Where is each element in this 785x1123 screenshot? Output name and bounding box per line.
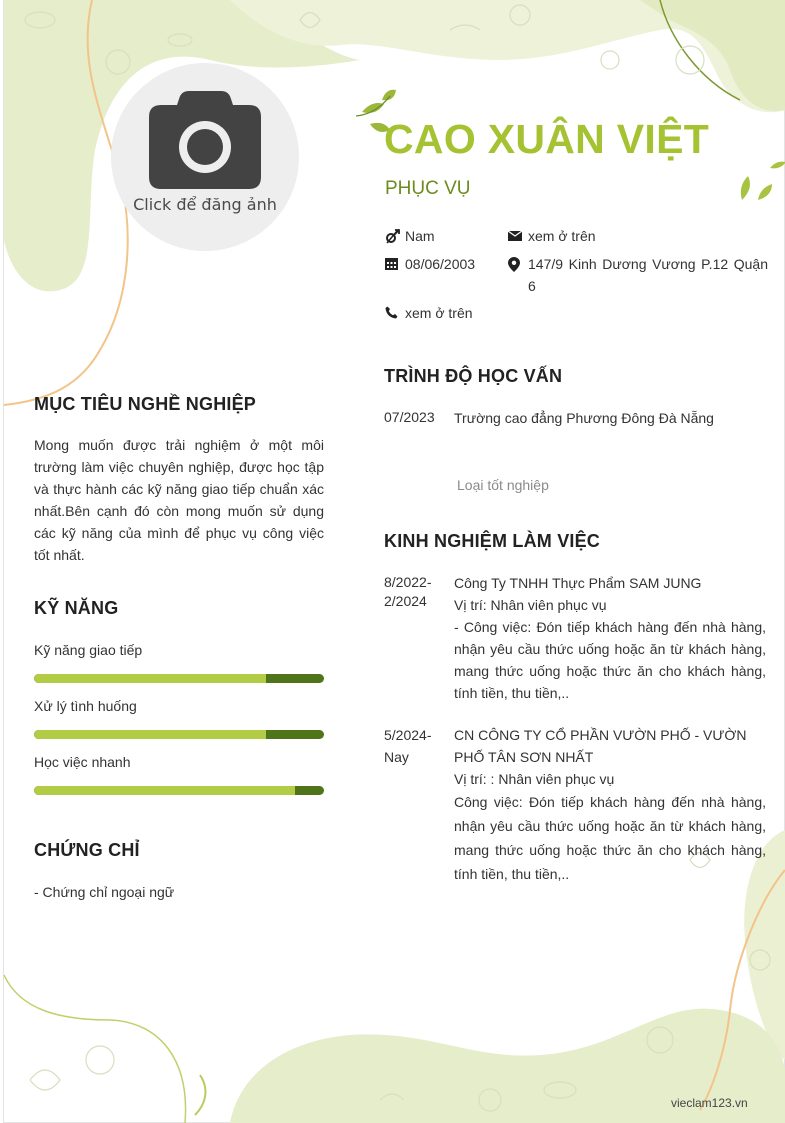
- education-school: Trường cao đẳng Phương Đông Đà Nẵng: [454, 410, 714, 426]
- skill-bar-fill: [34, 730, 266, 739]
- experience-description: - Công việc: Đón tiếp khách hàng đến nhà hàng, nhận yêu cầu thức uống hoặc ăn từ khách hàng, mang thức uống hoặc thức ăn cho khách hàng, tính tiền, thu tiền,..: [454, 619, 766, 701]
- experience-date-end: Nay: [384, 749, 409, 765]
- address-info: [508, 253, 768, 297]
- phone-value: xem ở trên: [405, 305, 473, 321]
- experience-company: CN CÔNG TY CỔ PHẦN VƯỜN PHỐ - VƯỜN PHỐ TÂN SƠN NHẤT: [454, 727, 747, 765]
- objective-text: Mong muốn được trải nghiệm ở một môi trường làm việc chuyên nghiệp, được học tập và thực hành các kỹ năng giao tiếp chuẩn xác nhất.Bên cạnh đó còn mong muốn sử dụng các kỹ năng của mình để phục vụ công việc tốt nhất.: [34, 437, 324, 563]
- experience-date-start: 5/2024-: [384, 727, 432, 743]
- certificates-text: - Chứng chỉ ngoại ngữ: [34, 884, 175, 900]
- calendar-icon: [385, 257, 398, 270]
- experience-entry: [454, 572, 766, 704]
- address-value: 147/9 Kinh Dương Vương P.12 Quận 6: [528, 256, 768, 294]
- skill-bar: [34, 786, 324, 795]
- phone-icon: [385, 306, 398, 319]
- education-grade: Loại tốt nghiệp: [457, 477, 549, 493]
- camera-icon: [149, 91, 261, 189]
- skill-label: Xử lý tình huống: [34, 698, 137, 714]
- skill-label: Kỹ năng giao tiếp: [34, 642, 143, 658]
- experience-company: Công Ty TNHH Thực Phẩm SAM JUNG: [454, 575, 702, 591]
- skill-bar-fill: [34, 786, 295, 795]
- photo-upload-label: Click để đăng ảnh: [133, 195, 277, 214]
- birthday-value: 08/06/2003: [405, 256, 476, 272]
- email-value: xem ở trên: [528, 228, 596, 244]
- desired-position: PHỤC VỤ: [385, 178, 471, 199]
- birthday-info: [385, 253, 495, 275]
- experience-role: Vị trí: : Nhân viên phục vụ: [454, 771, 615, 787]
- skills-title: KỸ NĂNG: [34, 598, 119, 618]
- phone-info: [385, 302, 505, 324]
- certificates-title: CHỨNG CHỈ: [34, 840, 140, 860]
- skill-bar-fill: [34, 674, 266, 683]
- skill-bar: [34, 730, 324, 739]
- education-title: TRÌNH ĐỘ HỌC VẤN: [384, 366, 563, 386]
- experience-title: KINH NGHIỆM LÀM VIỆC: [384, 531, 601, 551]
- experience-role: Vị trí: Nhân viên phục vụ: [454, 597, 607, 613]
- candidate-name: CAO XUÂN VIỆT: [384, 116, 710, 162]
- experience-entry: [454, 724, 766, 886]
- experience-date: [384, 573, 431, 611]
- gender-info: [385, 225, 495, 247]
- email-info: [508, 225, 768, 247]
- education-date: 07/2023: [384, 409, 435, 425]
- objective-title: MỤC TIÊU NGHỀ NGHIỆP: [34, 394, 257, 414]
- brand-watermark: vieclam123.vn: [671, 1096, 748, 1110]
- skill-bar: [34, 674, 324, 683]
- location-pin-icon: [508, 257, 520, 272]
- envelope-icon: [508, 230, 522, 242]
- skill-label: Học việc nhanh: [34, 754, 131, 770]
- photo-upload[interactable]: [111, 63, 299, 251]
- experience-date-end: 2/2024: [384, 593, 427, 609]
- experience-date-start: 8/2022-: [384, 574, 432, 590]
- gender-value: Nam: [405, 228, 435, 244]
- experience-date: [384, 726, 431, 767]
- gender-icon: [385, 229, 400, 244]
- experience-description: Công việc: Đón tiếp khách hàng đến nhà hàng, nhận yêu cầu thức uống hoặc ăn từ khách hàng, mang thức uống hoặc thức ăn cho khách hàng, tính tiền, thu tiền,..: [454, 794, 766, 882]
